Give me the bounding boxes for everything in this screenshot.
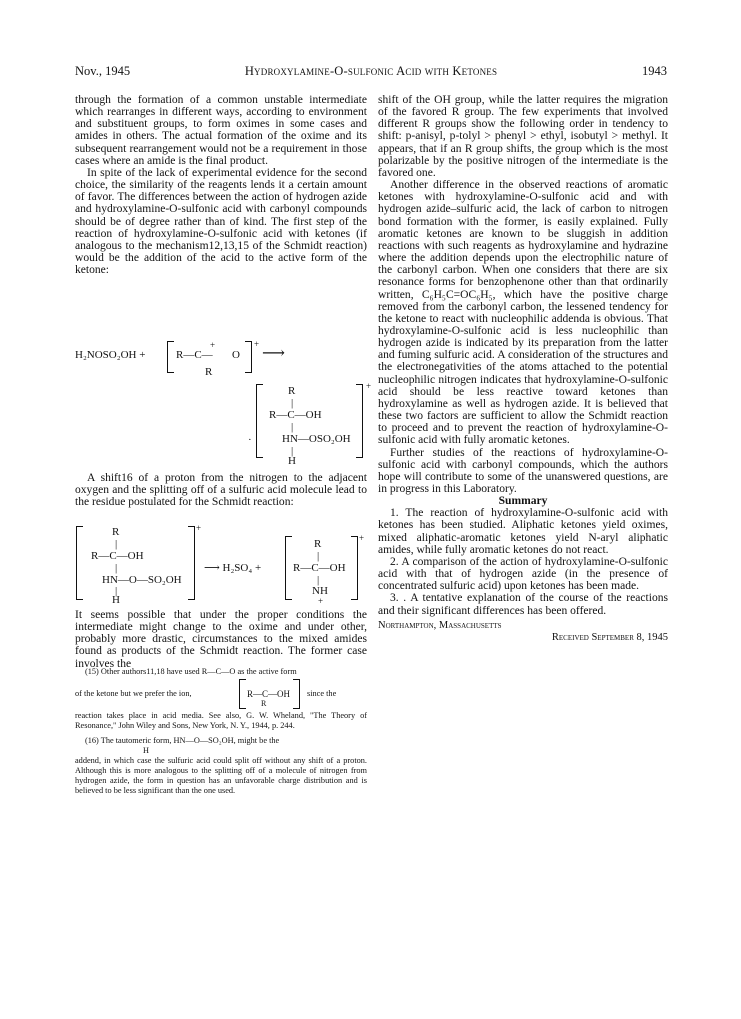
scheme-arrow: ⟶	[262, 345, 285, 362]
header-date: Nov., 1945	[75, 64, 131, 78]
scheme2-plus-c: +	[359, 533, 365, 543]
scheme-plus-2: +	[366, 381, 372, 391]
scheme-bond-v1: |	[291, 397, 294, 409]
received-date: Received September 8, 1945	[551, 631, 668, 643]
left-column	[75, 94, 367, 276]
scheme-plus-sup: +	[254, 339, 260, 349]
scheme2-r: R	[112, 526, 120, 538]
scheme-c-oh: R—C—OH	[269, 409, 322, 421]
footnote-16-line2: addend, in which case the sulfuric acid could split off without any shift of a proton. Although this is more analogous to the splitting off of a molecule of nitrogen from hydrogen azide, the form in question has an unfavorable charge distribution and is believed to be less significant than the one used.	[75, 756, 367, 795]
bracket-left-3	[76, 526, 83, 600]
scheme2-bond-5: |	[317, 574, 320, 586]
scheme-plus-sign: +	[210, 340, 216, 350]
summary-heading: Summary	[498, 495, 548, 508]
scheme-ketone-ion: R—C—	[176, 349, 213, 361]
footnote-15-line2: of the ketone but we prefer the ion,	[75, 689, 192, 698]
bracket-right-2	[356, 384, 363, 458]
page-number: 1943	[642, 64, 667, 78]
bracket-left-2	[256, 384, 263, 458]
footnote-15-line4: reaction takes place in acid media. See also, G. W. Wheland, "The Theory of Resonance," John Wiley and Sons, New York, N. Y., 1944, p. 244.	[75, 711, 367, 730]
scheme-reagent: H₂NOSO₂OH +	[75, 349, 146, 361]
right-paragraph-2: Another difference in the observed reactions of aromatic ketones with hydroxylamine-O-sulfonic acid and with hydrogen azide–sulfuric acid, the lack of carbon to nitrogen bond formation with the former, is easily explained. Fully aromatic ketones are known to be sluggish in addition reactions with such reagents as hydroxylamine and hydrazine where the addition depends upon the electrophilic nature of the carbonyl carbon. When one considers that there are six resonance forms for benzophenone other than that ordinarily written, C₆H₅C=OC₆H₅, which have the positive charge removed from the carbonyl carbon, the lessened tendency for the ketone to react with nucleophilic addenda is obvious. That hydroxylamine-O-sulfonic acid is less nucleophilic than hydrogen azide is indicated by its preparation from the latter and fuming sulfuric acid. A consideration of the structures and the electronegativities of the atoms attached to the potential nucleophilic nitrogen indicates that hydroxylamine-O-sulfonic acid should be less reactive toward ketones than hydroxylamine as well as hydrogen azide. It is believed that these two factors are sufficient to allow the Schmidt reaction to proceed and to prevent the reaction of hydroxylamine-O-sulfonic acid with fully aromatic ketones.	[378, 179, 668, 447]
fn-ion: R—C—OH	[247, 689, 291, 699]
author-location: Northampton, Massachusetts	[378, 619, 502, 631]
scheme2-bond-1: |	[115, 538, 118, 550]
scheme-dot: ·	[248, 434, 252, 446]
left-paragraph-3: A shift16 of a proton from the nitrogen to the adjacent oxygen and the splitting off of a sulfuric acid molecule lead to the residue postulated for the Schmidt reaction:	[75, 472, 367, 509]
scheme2-r-b: R	[314, 538, 322, 550]
left-paragraph-2: In spite of the lack of experimental evidence for the second choice, the similarity of the reagents lends it a certain amount of favor. The differences between the action of hydrogen azide and hydroxylamine-O-sulfonic acid with carbonyl compounds should be of degree rather than of kind. The first step of the reaction of hydroxylamine-O-sulfonic acid with ketones (if analogous to the mechanism12,13,15 of the Schmidt reaction) would be the addition of the acid to the active form of the ketone:	[75, 166, 367, 277]
bracket-right-4	[351, 536, 358, 600]
left-paragraph-1: through the formation of a common unstable intermediate which rearranges in different ways, according to environment and substituent groups, to form oximes in some cases and amides in others. The actual formation of the oxime and its subsequent rearrangement would not be a requirement in those cases where an amide is the final product.	[75, 94, 367, 167]
scheme2-h2so4: ⟶ H₂SO₄ +	[204, 562, 262, 574]
footnote-15-line3: since the	[307, 689, 337, 698]
bracket-right-3	[188, 526, 195, 600]
scheme-bond-v3: |	[291, 445, 294, 457]
scheme2-plus: +	[196, 523, 202, 533]
bracket-left-4	[285, 536, 292, 600]
scheme2-h: H	[112, 594, 120, 606]
footnote-16-h: H	[143, 746, 149, 755]
scheme-r-top: R	[288, 385, 296, 397]
footnote-15	[75, 667, 367, 796]
footnote-15-formula	[75, 677, 367, 711]
fn-ion-r: R	[261, 699, 267, 708]
scheme-hn-oso: HN—OSO₂OH	[282, 433, 351, 445]
scheme2-plus-b: +	[318, 596, 324, 606]
summary-item-2: 2. A comparison of the action of hydroxylamine-O-sulfonic acid with that of hydrogen azide (in the presence of concentrated sulfuric acid) upon ketones has been made.	[378, 555, 668, 593]
scheme2-bond-4: |	[317, 550, 320, 562]
fn-bracket-left	[239, 679, 246, 709]
scheme2-hn-o-so: HN—O—SO₂OH	[102, 574, 182, 586]
scheme2-c-oh-b: R—C—OH	[293, 562, 346, 574]
running-header	[75, 64, 667, 80]
summary-item-3: 3. . A tentative explanation of the course of the reactions and their significant differences has been offered.	[378, 592, 668, 617]
scheme-h: H	[288, 455, 296, 467]
scheme-bond-v2: |	[291, 421, 294, 433]
fn-bracket-right	[293, 679, 300, 709]
header-title: Hydroxylamine-O-sulfonic Acid with Ketones	[244, 64, 498, 78]
bracket-right	[245, 341, 252, 373]
right-paragraph-1: shift of the OH group, while the latter requires the migration of the favored R group. The few experiments that involved different R groups show the following order in tendency to shift: p-anisyl, p-tolyl > phenyl > ethyl, isobutyl > methyl. It appears, that if an R group shifts, the group which is the most polarizable by the positive nitrogen of the intermediate is the favored one.	[378, 94, 668, 179]
scheme-r-sub: R	[205, 366, 213, 378]
right-paragraph-3: Further studies of the reactions of hydroxylamine-O-sulfonic acid with carbonyl compounds, which the authors hope will contribute to some of the unanswered questions, are in progress in this Laboratory.	[378, 446, 668, 495]
footnote-16-line1: (16) The tautomeric form, HN—O—SO₂OH, might be the	[85, 736, 280, 745]
left-column-mid	[75, 472, 367, 508]
footnote-15-line1: (15) Other authors11,18 have used R—C—O as the active form	[85, 667, 297, 676]
scheme2-nh: NH	[312, 585, 328, 597]
summary-item-1: 1. The reaction of hydroxylamine-O-sulfonic acid with ketones has been studied. Aliphatic ketones yield oximes, mixed aliphatic-aromatic ketones yield N-aryl aliphatic amides, while fully aromatic ketones do not react.	[378, 507, 668, 556]
bracket-left	[167, 341, 174, 373]
scheme2-c-oh: R—C—OH	[91, 550, 144, 562]
scheme2-bond-3: |	[115, 585, 118, 597]
right-column	[378, 94, 668, 644]
left-paragraph-4: It seems possible that under the proper conditions the intermediate might change to the oxime and under other, probably more drastic, circumstances to the mixed amides found as products of the Schmidt reaction. The former case involves the	[75, 609, 367, 670]
left-column-bottom	[75, 609, 367, 670]
scheme-o: O	[232, 349, 240, 361]
scheme2-bond-2: |	[115, 562, 118, 574]
